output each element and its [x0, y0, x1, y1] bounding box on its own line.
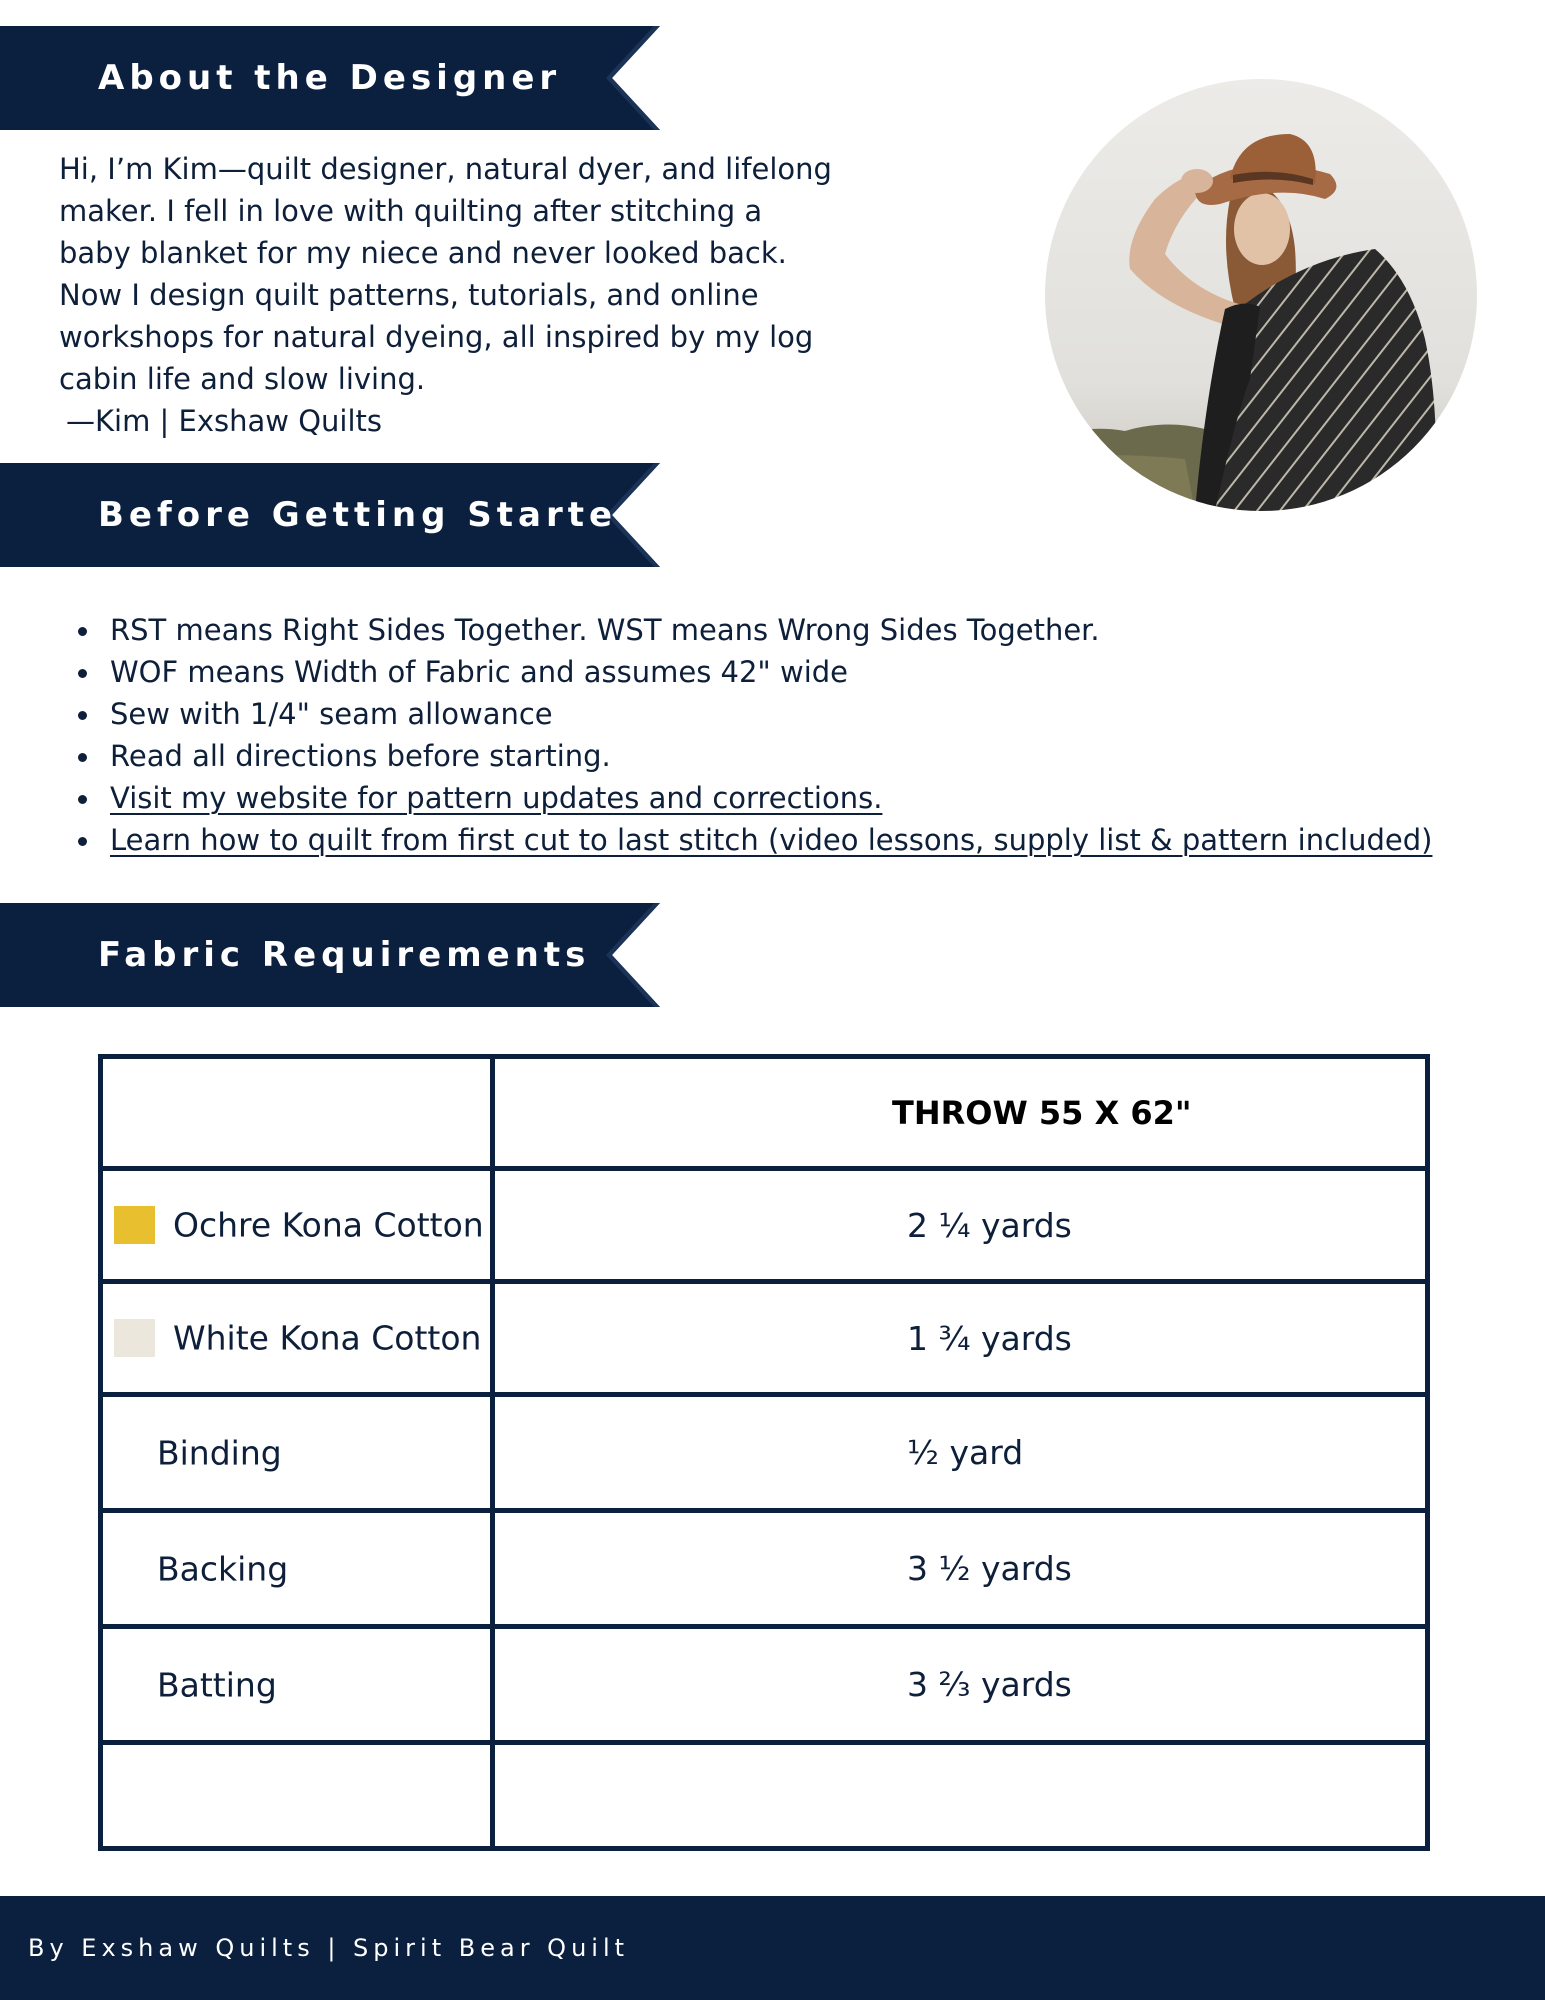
fabric-amount: 1 ¾ yards: [907, 1318, 1072, 1358]
fabric-amount-cell: [493, 1282, 1428, 1395]
tip-text: Sew with 1/4" seam allowance: [110, 697, 553, 731]
tip-text: WOF means Width of Fabric and assumes 42" wide: [110, 655, 848, 689]
tip-item: [78, 609, 1518, 651]
tip-item: [78, 651, 1518, 693]
tip-text: Read all directions before starting.: [110, 739, 611, 773]
table-row: [101, 1627, 1428, 1743]
fabric-name: Batting: [157, 1665, 277, 1704]
fabric-amount: 2 ¼ yards: [907, 1205, 1072, 1245]
course-link[interactable]: Learn how to quilt from first cut to last stitch (video lessons, supply list & pattern included): [110, 823, 1433, 857]
table-row: [101, 1511, 1428, 1627]
designer-bio: Hi, I’m Kim—quilt designer, natural dyer, and lifelong maker. I fell in love with quilting after stitching a baby blanket for my niece and never looked back. Now I design quilt patterns, tutorials, and online workshops for natural dyeing, all inspired by my log cabin life and slow living.: [59, 152, 832, 396]
fabric-name: Binding: [157, 1433, 282, 1472]
size-header: [493, 1057, 1428, 1169]
table-row: [101, 1282, 1428, 1395]
website-link-item[interactable]: [78, 777, 1518, 819]
ochre-swatch: [114, 1206, 155, 1244]
footer-bar: [0, 1896, 1545, 2000]
fabric-amount-cell: [493, 1627, 1428, 1743]
fabric-amount: 3 ½ yards: [907, 1549, 1072, 1588]
table-header-row: [101, 1057, 1428, 1169]
fabric-amount: ½ yard: [907, 1433, 1024, 1472]
fabric-requirements-table: [98, 1054, 1430, 1851]
tip-item: [78, 735, 1518, 777]
designer-photo: [1045, 79, 1477, 511]
before-title: Before Getting Started: [98, 495, 647, 535]
website-link[interactable]: Visit my website for pattern updates and corrections.: [110, 781, 883, 815]
table-row: [101, 1169, 1428, 1282]
footer-text: By Exshaw Quilts | Spirit Bear Quilt: [28, 1934, 630, 1962]
tip-item: [78, 693, 1518, 735]
fabric-amount-cell: [493, 1169, 1428, 1282]
empty-cell: [493, 1743, 1428, 1849]
fabric-title: Fabric Requirements: [98, 935, 591, 975]
empty-cell: [101, 1743, 493, 1849]
header-empty-cell: [101, 1057, 493, 1169]
fabric-name: White Kona Cotton: [173, 1318, 482, 1358]
size-header-text: THROW 55 X 62": [892, 1094, 1192, 1132]
fabric-name-cell: [101, 1627, 493, 1743]
course-link-item[interactable]: [78, 819, 1518, 861]
table-empty-row: [101, 1743, 1428, 1849]
fabric-amount: 3 ⅔ yards: [907, 1665, 1072, 1704]
fabric-name-cell: [101, 1511, 493, 1627]
fabric-amount-cell: [493, 1511, 1428, 1627]
fabric-name-cell: [101, 1395, 493, 1511]
fabric-name-cell: [101, 1169, 493, 1282]
fabric-amount-cell: [493, 1395, 1428, 1511]
fabric-name-cell: [101, 1282, 493, 1395]
white-swatch: [114, 1319, 155, 1357]
fabric-name: Ochre Kona Cotton: [173, 1205, 484, 1245]
tips-list: [78, 609, 1518, 861]
tip-text: RST means Right Sides Together. WST means Wrong Sides Together.: [110, 613, 1100, 647]
fabric-name: Backing: [157, 1549, 289, 1588]
designer-signature: —Kim | Exshaw Quilts: [66, 404, 383, 438]
table-row: [101, 1395, 1428, 1511]
about-title: About the Designer: [98, 58, 562, 98]
